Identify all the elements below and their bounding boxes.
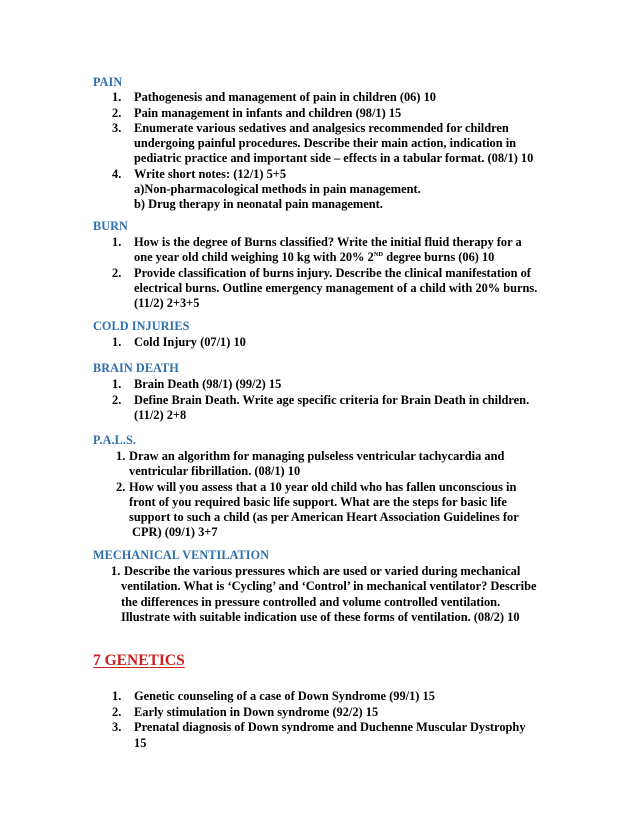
item-text-line: Illustrate with suitable indication use of these forms of ventilation. (08/2) 10	[121, 610, 520, 624]
item-text-line: undergoing painful procedures. Describe their main action, indication in	[134, 136, 517, 150]
section-heading-brain-death: BRAIN DEATH	[93, 361, 179, 375]
document-page: PAIN 1. Pathogenesis and management of pain in children (06) 10 2. Pain management in infants and children (98/1) 15 3. Enumerate various sedatives and analgesics recommended for children undergoing painful procedures. Describe their main action, indication in pediatric practice and important side – effects in a tabular format. (08/1) 10 4. Write short notes: (12/1) 5+5 a)Non-pharmacological methods in pain management. b) Drug therapy in neonatal pain management. BURN 1. How is the degree of Burns classified? Write the initial fluid therapy for a one year old child weighing 10 kg with 20% 2ND degree burns (06) 10 2. Provide classification of burns injury. Describe the clinical manifestation of electrical burns. Outline emergency management of a child with 20% burns. (11/2) 2+3+5 COLD INJURIES 1. Cold Injury (07/1) 10 BRAIN DEATH 1. Brain Death (98/1) (99/2) 15 2. Define Brain Death. Write age specific criteria for Brain Death in children. (11/2) 2+8 P.A.L.S. 1. Draw an algorithm for managing pulseless ventricular tachycardia and ventricular fibrillation. (08/1) 10 2. How will you assess that a 10 year old child who has fallen unconscious in front of you required basic life support. What are the steps for basic life support to such a child (as per American Heart Association Guidelines for CPR) (09/1) 3+7 MECHANICAL VENTILATION 1. Describe the various pressures which are used or varied during mechanical ventilation. What is ‘Cycling’ and ‘Control’ in mechanical ventilator? Describe the differences in pressure controlled and volume controlled ventilation. Illustrate with suitable indication use of these forms of ventilation. (08/2) 10 7 GENETICS 1. Genetic counseling of a case of Down Syndrome (99/1) 15 2. Early stimulation in Down syndrome (92/2) 15 3. Prenatal diagnosis of Down syndrome and Duchenne Muscular Dystrophy 15	[93, 75, 538, 750]
item-text-line: support to such a child (as per American Heart Association Guidelines for	[129, 510, 519, 524]
item-text-line: the differences in pressure controlled and volume controlled ventilation.	[121, 595, 501, 609]
item-text-line: ventilation. What is ‘Cycling’ and ‘Control’ in mechanical ventilator? Describe	[121, 579, 537, 593]
item-text-line: ventricular fibrillation. (08/1) 10	[129, 464, 301, 478]
section-heading-burn: BURN	[93, 219, 128, 233]
item-text-line: one year old child weighing 10 kg with 20% 2ND degree burns (06) 10	[134, 250, 495, 264]
item-text-line: front of you required basic life support. What are the steps for basic life	[129, 495, 507, 509]
item-text-line: b) Drug therapy in neonatal pain management.	[134, 197, 383, 211]
section-heading-pals: P.A.L.S.	[93, 433, 137, 447]
item-text-line: 15	[134, 736, 147, 750]
item-text-line: electrical burns. Outline emergency management of a child with 20% burns.	[134, 281, 538, 295]
chapter-heading-genetics: 7 GENETICS	[93, 652, 185, 669]
section-heading-mechanical-ventilation: MECHANICAL VENTILATION	[93, 548, 270, 562]
section-heading-cold-injuries: COLD INJURIES	[93, 319, 190, 333]
item-text-line: pediatric practice and important side – effects in a tabular format. (08/1) 10	[134, 151, 534, 165]
item-text-line: CPR) (09/1) 3+7	[132, 525, 218, 539]
item-text-line: (11/2) 2+8	[134, 408, 187, 422]
section-heading-pain: PAIN	[93, 75, 123, 89]
item-text-line: (11/2) 2+3+5	[134, 296, 200, 310]
item-text-line: a)Non-pharmacological methods in pain management.	[134, 182, 421, 196]
superscript: ND	[373, 251, 384, 258]
